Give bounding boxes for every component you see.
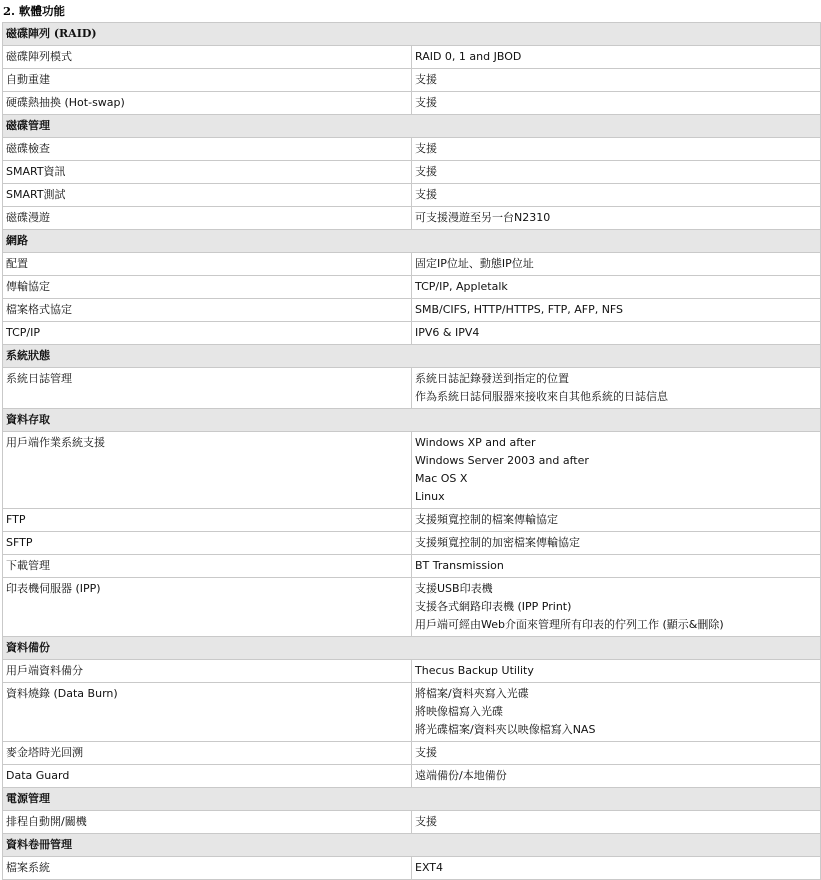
value-line: IPV6 & IPV4 — [415, 326, 480, 339]
value-line: SMB/CIFS, HTTP/HTTPS, FTP, AFP, NFS — [415, 303, 624, 316]
table-row — [3, 811, 821, 834]
value-line: 將映像檔寫入光碟 — [415, 705, 503, 718]
section-title: 磁碟管理 — [3, 115, 821, 138]
row-label: 麥金塔時光回溯 — [3, 742, 412, 765]
value-line: Mac OS X — [415, 472, 468, 485]
value-line: BT Transmission — [415, 559, 504, 572]
section-header — [3, 834, 821, 857]
row-value — [412, 69, 821, 92]
value-line: Thecus Backup Utility — [415, 664, 534, 677]
table-row — [3, 207, 821, 230]
table-row — [3, 46, 821, 69]
row-label: 自動重建 — [3, 69, 412, 92]
row-value — [412, 765, 821, 788]
table-row — [3, 92, 821, 115]
row-label: 用戶端資料備分 — [3, 660, 412, 683]
table-row — [3, 299, 821, 322]
section-title: 資料存取 — [3, 409, 821, 432]
row-value — [412, 92, 821, 115]
section-title: 資料備份 — [3, 637, 821, 660]
table-row — [3, 857, 821, 880]
table-row — [3, 253, 821, 276]
value-line: 系統日誌記錄發送到指定的位置 — [415, 372, 569, 385]
section-header — [3, 345, 821, 368]
row-label: 系統日誌管理 — [3, 368, 412, 409]
row-value — [412, 660, 821, 683]
row-value — [412, 161, 821, 184]
row-value — [412, 509, 821, 532]
row-label: 磁碟陣列模式 — [3, 46, 412, 69]
value-line: 支援頻寬控制的檔案傳輸協定 — [415, 513, 558, 526]
row-value — [412, 578, 821, 637]
row-value — [412, 532, 821, 555]
spec-table-body — [3, 23, 821, 880]
table-row — [3, 368, 821, 409]
value-line: 將檔案/資料夾寫入光碟 — [415, 687, 529, 700]
section-title: 系統狀態 — [3, 345, 821, 368]
table-row — [3, 432, 821, 509]
value-line: 固定IP位址、動態IP位址 — [415, 257, 534, 270]
value-line: 支援頻寬控制的加密檔案傳輸協定 — [415, 536, 580, 549]
section-title: 網路 — [3, 230, 821, 253]
section-header — [3, 23, 821, 46]
table-row — [3, 184, 821, 207]
row-label: 配置 — [3, 253, 412, 276]
row-label: SFTP — [3, 532, 412, 555]
row-label: 資料燒錄 (Data Burn) — [3, 683, 412, 742]
row-value — [412, 207, 821, 230]
table-row — [3, 276, 821, 299]
row-label: Data Guard — [3, 765, 412, 788]
row-value — [412, 742, 821, 765]
row-label: 印表機伺服器 (IPP) — [3, 578, 412, 637]
section-title: 資料卷冊管理 — [3, 834, 821, 857]
table-row — [3, 322, 821, 345]
value-line: Windows XP and after — [415, 436, 536, 449]
table-row — [3, 578, 821, 637]
table-row — [3, 138, 821, 161]
section-header — [3, 230, 821, 253]
row-value — [412, 46, 821, 69]
value-line: RAID 0, 1 and JBOD — [415, 50, 522, 63]
row-value — [412, 857, 821, 880]
row-label: 檔案格式協定 — [3, 299, 412, 322]
row-label: SMART測試 — [3, 184, 412, 207]
value-line: 支援 — [415, 96, 437, 109]
value-line: 支援 — [415, 188, 437, 201]
table-row — [3, 765, 821, 788]
value-line: 支援各式網路印表機 (IPP Print) — [415, 600, 572, 613]
table-row — [3, 555, 821, 578]
value-line: TCP/IP, Appletalk — [415, 280, 508, 293]
row-value — [412, 432, 821, 509]
value-line: 遠端備份/本地備份 — [415, 769, 507, 782]
row-value — [412, 322, 821, 345]
row-label: SMART資訊 — [3, 161, 412, 184]
row-label: 磁碟漫遊 — [3, 207, 412, 230]
section-header — [3, 115, 821, 138]
row-label: 傳輸協定 — [3, 276, 412, 299]
section-title: 磁碟陣列 (RAID) — [3, 23, 821, 46]
row-value — [412, 555, 821, 578]
table-row — [3, 660, 821, 683]
value-line: Windows Server 2003 and after — [415, 454, 589, 467]
value-line: 支援 — [415, 815, 437, 828]
table-row — [3, 69, 821, 92]
value-line: Linux — [415, 490, 445, 503]
row-label: 磁碟檢查 — [3, 138, 412, 161]
row-value — [412, 253, 821, 276]
table-row — [3, 742, 821, 765]
row-label: 排程自動開/關機 — [3, 811, 412, 834]
value-line: 支援 — [415, 165, 437, 178]
table-row — [3, 509, 821, 532]
value-line: EXT4 — [415, 861, 444, 874]
row-value — [412, 811, 821, 834]
value-line: 支援 — [415, 746, 437, 759]
section-header — [3, 637, 821, 660]
row-value — [412, 368, 821, 409]
section-header — [3, 409, 821, 432]
value-line: 支援 — [415, 142, 437, 155]
row-label: 下載管理 — [3, 555, 412, 578]
value-line: 將光碟檔案/資料夾以映像檔寫入NAS — [415, 723, 596, 736]
row-label: 硬碟熱抽換 (Hot-swap) — [3, 92, 412, 115]
table-row — [3, 683, 821, 742]
value-line: 支援USB印表機 — [415, 582, 493, 595]
row-label: FTP — [3, 509, 412, 532]
row-value — [412, 184, 821, 207]
value-line: 用戶端可經由Web介面來管理所有印表的佇列工作 (顯示&刪除) — [415, 618, 724, 631]
row-value — [412, 299, 821, 322]
row-value — [412, 276, 821, 299]
value-line: 支援 — [415, 73, 437, 86]
table-row — [3, 161, 821, 184]
row-label: 用戶端作業系統支援 — [3, 432, 412, 509]
row-value — [412, 683, 821, 742]
section-header — [3, 788, 821, 811]
row-value — [412, 138, 821, 161]
spec-table — [2, 22, 821, 880]
row-label: 檔案系統 — [3, 857, 412, 880]
value-line: 可支援漫遊至另一台N2310 — [415, 211, 551, 224]
value-line: 作為系統日誌伺服器來接收來自其他系統的日誌信息 — [415, 390, 668, 403]
page-heading: 2. 軟體功能 — [3, 4, 66, 18]
row-label: TCP/IP — [3, 322, 412, 345]
section-title: 電源管理 — [3, 788, 821, 811]
table-row — [3, 532, 821, 555]
